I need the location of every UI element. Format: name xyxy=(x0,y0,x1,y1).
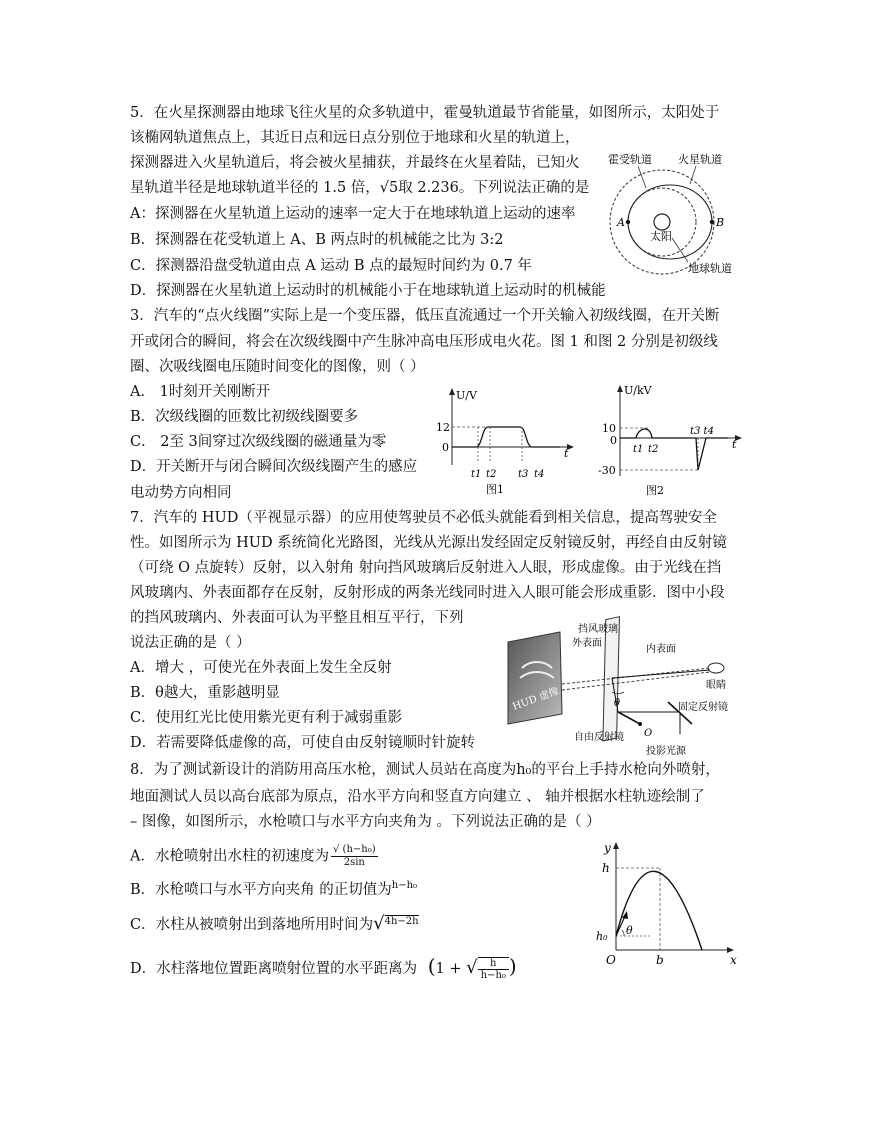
q5-line-1: 5．在火星探测器由地球飞往火星的众多轨道中，霍曼轨道最节省能量，如图所示，太阳处于 xyxy=(130,105,720,121)
fig1-caption: 图1 xyxy=(486,483,504,496)
q7-line-6: 说法正确的是（ ） xyxy=(130,635,251,651)
q8-option-d-denominator: h−h₀ xyxy=(480,970,506,981)
q8-option-c-radicand: 4h−2h xyxy=(384,916,419,927)
eye-label: 眼睛 xyxy=(706,680,726,691)
q8-option-b-value: h−h₀ xyxy=(391,880,418,891)
q3-option-a: A． 1时刻开关刚断开 xyxy=(130,384,271,400)
q8-option-a xyxy=(130,844,378,869)
paren-open: ( xyxy=(427,954,436,978)
q5-line-4: 星轨道半径是地球轨道半径的 1.5 倍，√5取 2.236。下列说法正确的是 xyxy=(130,180,590,196)
q8-option-a-denominator: 2sin xyxy=(343,857,365,868)
theta-angle-label: θ xyxy=(626,924,633,937)
q7-line-3: （可绕 O 点旋转）反射，以入射角 射向挡风玻璃后反射进入人眼，形成虚像。由于光线在挡 xyxy=(130,560,722,576)
earth-orbit-label: 地球轨道 xyxy=(688,262,732,275)
fig1-t2: t2 xyxy=(486,469,497,480)
eye-icon xyxy=(708,663,724,673)
fig1-t1: t1 xyxy=(471,469,482,480)
fig2-caption: 图2 xyxy=(646,484,664,497)
hud-optical-path-figure xyxy=(500,612,762,760)
water-trajectory-figure xyxy=(592,838,742,966)
sqrt-sign: √ xyxy=(373,913,385,934)
sun-circle xyxy=(654,214,670,230)
trajectory-curve xyxy=(616,871,702,950)
y-axis-label: y xyxy=(604,841,611,855)
fig1-ylabel: U/V xyxy=(456,389,477,402)
q7-line-4: 风玻璃内、外表面都存在反射，反射形成的两条光线同时进入人眼可能会形成重影．图中小段 xyxy=(130,585,725,601)
q8-option-c-text: C．水柱从被喷射出到落地所用时间为 xyxy=(130,917,374,933)
figure-1-primary-voltage xyxy=(430,385,580,500)
q7-option-b: B．θ越大，重影越明显 xyxy=(130,685,280,701)
point-a-label: A xyxy=(617,216,625,229)
q3-option-d: D．开关断开与闭合瞬间次级线圈产生的感应 xyxy=(130,459,418,475)
h-label: h xyxy=(602,861,610,875)
point-b-dot xyxy=(710,220,714,224)
q8-option-d-fraction xyxy=(478,957,509,981)
q8-line-1: 8．为了测试新设计的消防用高压水枪，测试人员站在高度为h₀的平台上手持水枪向外喷射， xyxy=(130,762,720,778)
q5-option-c: C．探测器沿盘受轨道由点 A 运动 B 点的最短时间约为 0.7 年 xyxy=(130,258,532,274)
q3-option-d-cont: 电动势方向相同 xyxy=(130,485,232,501)
light-source-label: 投影光源 xyxy=(646,746,686,757)
q8-option-a-text: A．水枪喷射出水柱的初速度为 xyxy=(130,848,329,865)
q7-option-a: A．增大 ，可使光在外表面上发生全反射 xyxy=(130,660,392,676)
q8-option-d-numerator: h xyxy=(478,958,509,970)
fig2-t1: t1 xyxy=(633,444,644,455)
mars-orbit-label: 火星轨道 xyxy=(678,153,722,166)
q3-line-1: 3．汽车的“点火线圈”实际上是一个变压器，低压直流通过一个开关输入初级线圈，在开关断 xyxy=(130,308,720,324)
q5-option-b: B．探测器在花受轨道上 A、B 两点时的机械能之比为 3:2 xyxy=(130,232,504,248)
q7-line-5: 的挡风玻璃内、外表面可认为平整且相互平行，下列 xyxy=(130,610,464,626)
theta-label: θ xyxy=(614,698,621,709)
q8-option-a-fraction xyxy=(331,844,378,869)
outer-surface-label: 外表面 xyxy=(572,638,602,649)
fig1-t3: t3 xyxy=(518,469,529,480)
fig2-t3-t4: t3 t4 xyxy=(690,426,714,437)
q5-line-2: 该椭网轨道焦点上，其近日点和远日点分别位于地球和火星的轨道上， xyxy=(130,130,580,146)
b-label: b xyxy=(656,953,664,966)
q5-line-3: 探测器进入火星轨道后，将会被火星捕获，并最终在火星着陆，已知火 xyxy=(130,155,580,171)
figure-2-secondary-voltage xyxy=(598,380,748,500)
q3-line-3: 圈、次吸线圈电压随时间变化的图像，则（ ） xyxy=(130,359,425,375)
q5-option-d: D．探测器在火星轨道上运动时的机械能小于在地球轨道上运动时的机械能 xyxy=(130,283,606,299)
fig2-t-axis: t xyxy=(732,438,737,451)
q8-line-2: 地面测试人员以高台底部为原点，沿水平方向和竖直方向建立 、 轴并根据水柱轨迹绘制了 xyxy=(130,789,705,805)
point-b-label: B xyxy=(716,216,725,229)
q8-option-a-numerator: (h−h₀) xyxy=(342,844,376,855)
q8-option-d xyxy=(130,956,517,981)
hud-virtual-image-label: HUD 虚像 xyxy=(511,685,561,713)
fig1-voltage-curve xyxy=(452,427,560,447)
fixed-mirror-label: 固定反射镜 xyxy=(678,702,728,713)
inner-surface-label: 内表面 xyxy=(646,644,676,655)
free-mirror-line xyxy=(618,712,640,724)
sqrt-sign: √ xyxy=(466,957,478,978)
sun-label: 太阳 xyxy=(650,230,672,243)
q3-option-b: B．次级线圈的匝数比初级线圈要多 xyxy=(130,409,359,425)
q8-option-b-text: B．水枪喷口与水平方向夹角 的正切值为 xyxy=(130,881,392,898)
q3-option-c: C． 2至 3间穿过次级线圈的磁通量为零 xyxy=(130,434,387,450)
x-axis-label: x xyxy=(730,953,737,966)
fig2-tick-10: 10 xyxy=(602,422,616,435)
point-a-dot xyxy=(626,220,630,224)
q7-line-1: 7．汽车的 HUD（平视显示器）的应用使驾驶员不必低头就能看到相关信息，提高驾驶安全 xyxy=(130,510,717,526)
fig1-origin: 0 xyxy=(442,441,449,454)
fig2-tick-minus-30: -30 xyxy=(598,464,616,477)
q8-line-3: – 图像，如图所示，水枪喷口与水平方向夹角为 。下列说法正确的是（ ） xyxy=(130,814,601,830)
fig2-t2: t2 xyxy=(648,444,659,455)
q5-option-a: A：探测器在火星轨道上运动的速率一定大于在地球轨道上运动的速率 xyxy=(130,206,576,222)
windshield-label: 挡风玻璃 xyxy=(578,624,618,635)
q8-option-b xyxy=(130,876,417,900)
sqrt-sign: √ xyxy=(332,844,340,855)
fig2-origin: 0 xyxy=(610,434,617,447)
fig1-tick-12: 12 xyxy=(436,421,450,434)
fig2-ylabel: U/kV xyxy=(624,384,652,397)
windshield-glass xyxy=(578,617,644,741)
q3-line-2: 开或闭合的瞬间，将会在次级线圈中产生脉冲高电压形成电火花。图 1 和图 2 分别是初级线 xyxy=(130,334,718,350)
q7-line-2: 性。如图所示为 HUD 系统简化光路图，光线从光源出发经固定反射镜反射，再经自由反射镜 xyxy=(130,535,727,551)
q8-option-c xyxy=(130,914,419,935)
fig1-t4: t4 xyxy=(534,469,545,480)
pivot-o-label: O xyxy=(644,728,653,739)
h0-label: h₀ xyxy=(596,930,608,943)
origin-label: O xyxy=(606,953,616,966)
free-mirror-label: 自由反射镜 xyxy=(574,732,624,743)
q8-option-d-one-plus: 1 + xyxy=(435,961,462,977)
hohmann-orbit-label: 霍受轨道 xyxy=(608,153,652,166)
q7-option-c: C．使用红光比使用紫光更有利于减弱重影 xyxy=(130,710,403,726)
q7-option-d: D．若需要降低虚像的高，可使自由反射镜顺时针旋转 xyxy=(130,735,476,751)
fig1-t-axis: t xyxy=(564,447,569,460)
paren-close: ) xyxy=(508,954,517,978)
q8-option-d-text: D．水柱落地位置距离喷射位置的水平距离为 xyxy=(130,961,418,977)
hohmann-orbit-figure xyxy=(600,148,750,280)
